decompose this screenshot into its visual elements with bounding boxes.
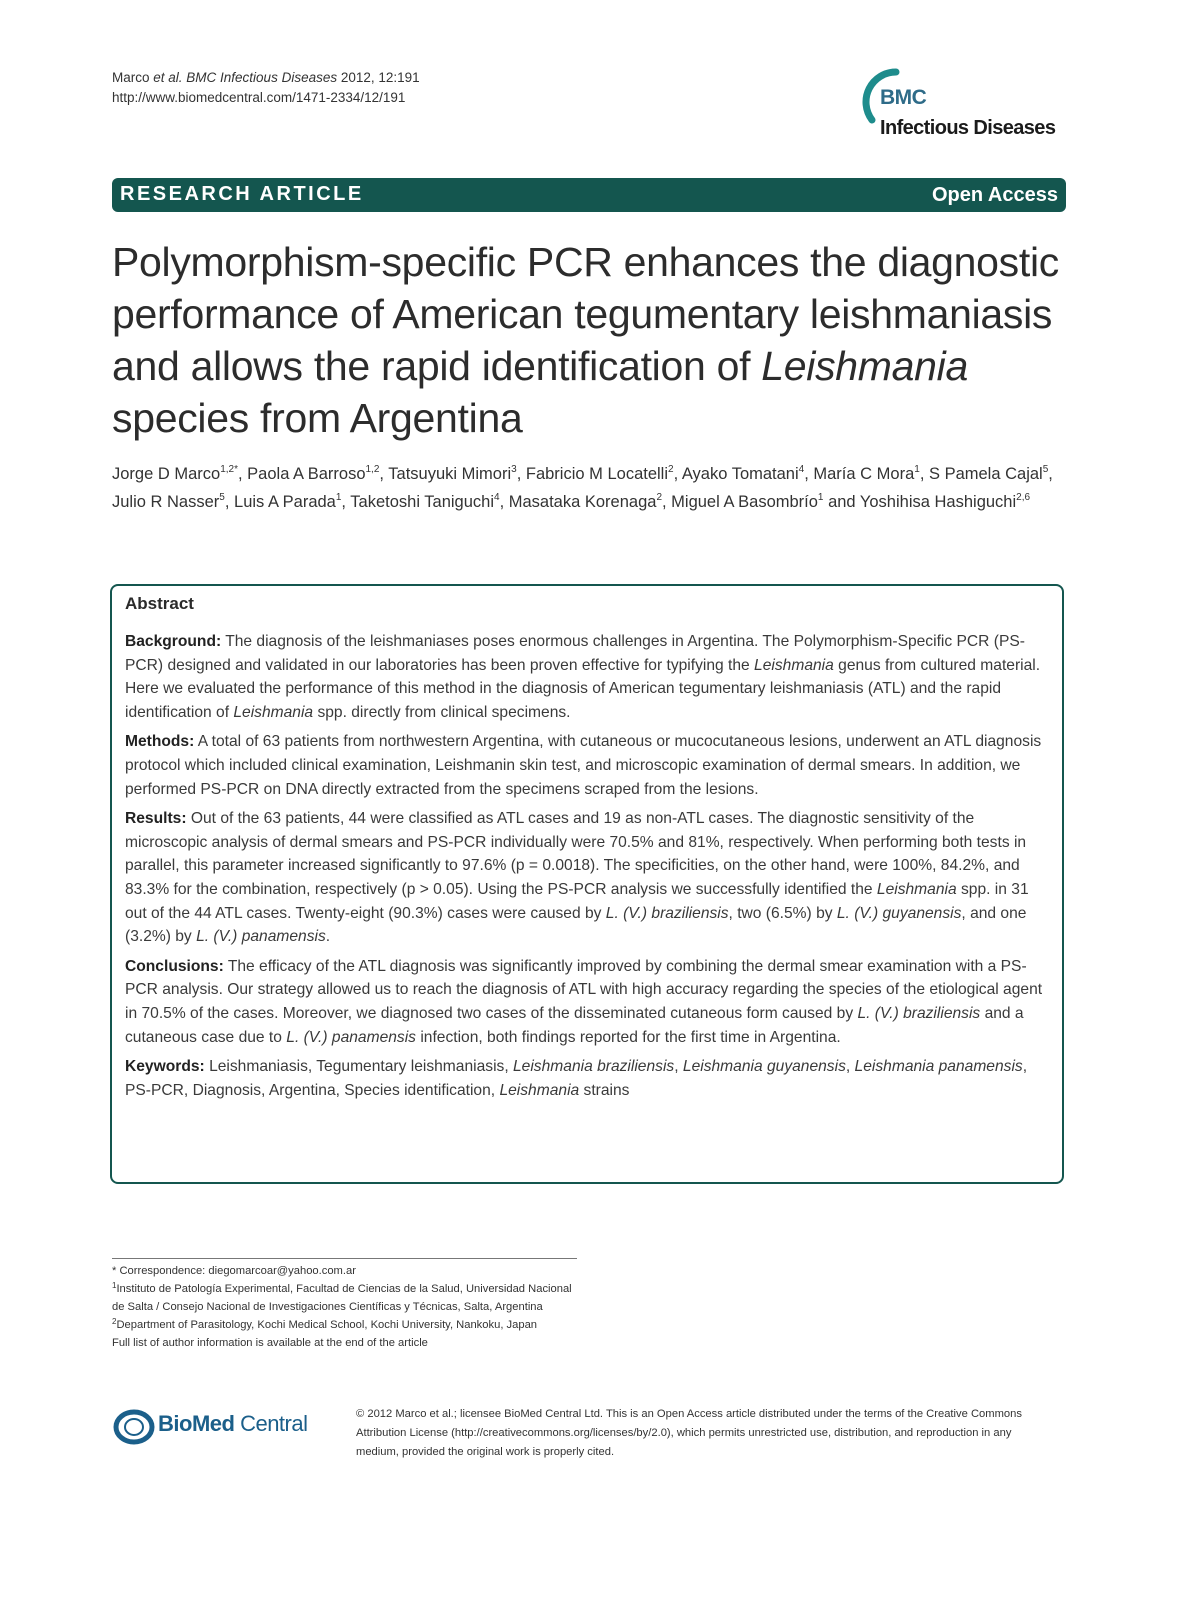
abstract-keywords: [125, 1055, 1045, 1102]
footnotes: [112, 1262, 582, 1352]
methods-label: Methods:: [125, 733, 195, 751]
bmc-logo-journal-name: Infectious Diseases: [880, 117, 1056, 139]
results-italic: L. (V.) guyanensis: [836, 904, 962, 922]
author-name: Ayako Tomatani: [681, 465, 799, 483]
license-statement: © 2012 Marco et al.; licensee BioMed Central Ltd. This is an Open Access article distributed under the terms of the Creative Commons Attribution License (http://creativecommons.org/licenses/by/2.0), which permits unrestricted use, distribution, and reproduction in any medium, provided the original work is properly cited.: [356, 1408, 1022, 1458]
conclusions-text: The efficacy of the ATL diagnosis was significantly improved by combining the dermal smear examination with a PS-PCR analysis. Our strategy allowed us to reach the diagnosis of ATL with high accuracy regarding the species of the etiological agent in 70.5% of the cases. Moreover, we diagnosed two cases of the disseminated cutaneous form caused by: [125, 957, 1043, 1022]
conclusions-text: infection, both findings reported for the first time in Argentina.: [415, 1028, 841, 1046]
biomed-central-logo-icon: [112, 1407, 156, 1447]
title-italic-genus: Leishmania: [761, 343, 968, 389]
conclusions-italic: L. (V.) panamensis: [286, 1028, 416, 1046]
author-affiliation-number: 2: [656, 492, 662, 503]
results-label: Results:: [125, 810, 187, 828]
abstract-results: [125, 807, 1045, 949]
author-affiliation-number: 2: [668, 464, 674, 475]
citation-volume: 2012, 12:191: [337, 70, 420, 85]
author-name: María C Mora: [813, 465, 915, 483]
title-text: Polymorphism-specific PCR enhances the diagnostic performance of American tegumentary leishmaniasis and allows the rapid identification of: [112, 239, 1059, 389]
background-italic: Leishmania: [754, 656, 834, 674]
results-italic: L. (V.) braziliensis: [605, 904, 729, 922]
citation-line: [112, 68, 420, 88]
author-name: Paola A Barroso: [247, 465, 366, 483]
author-info-note: Full list of author information is available at the end of the article: [112, 1337, 428, 1349]
article-title: [112, 236, 1082, 444]
author-affiliation-number: 1: [817, 492, 824, 503]
affiliation-number: 2: [112, 1317, 117, 1326]
results-italic: Leishmania: [876, 880, 957, 898]
author-affiliation-number: 5: [219, 492, 225, 503]
author-affiliation-number: 4: [798, 464, 805, 475]
keywords-text: ,: [845, 1058, 855, 1076]
keywords-italic: Leishmania guyanensis: [682, 1058, 846, 1076]
footnote-divider: [112, 1258, 577, 1259]
keywords-text: Leishmaniasis, Tegumentary leishmaniasis,: [204, 1058, 513, 1076]
author-affiliation-number: 1: [914, 464, 920, 475]
author-affiliation-number: 3: [511, 464, 517, 475]
abstract-content: [125, 592, 1045, 1108]
author-name: Julio R Nasser: [112, 493, 220, 511]
bmc-logo-brand: BMC: [880, 86, 927, 109]
author-name: Yoshihisa Hashiguchi: [859, 493, 1017, 511]
author-name: Jorge D Marco: [112, 465, 221, 483]
abstract-heading: Abstract: [125, 594, 194, 613]
citation-header: [112, 68, 420, 108]
keywords-label: Keywords:: [125, 1058, 205, 1076]
methods-text: A total of 63 patients from northwestern Argentina, with cutaneous or mucocutaneous lesions, underwent an ATL diagnosis protocol which included clinical examination, Leishmanin skin test, and microscopic examination of dermal smears. In addition, we performed PS-PCR on DNA directly extracted from the specimens scraped from the lesions.: [125, 733, 1042, 798]
author-name: Luis A Parada: [234, 493, 336, 511]
keywords-italic: Leishmania: [499, 1081, 580, 1099]
author-name: Miguel A Basombrío: [671, 493, 818, 511]
results-italic: L. (V.) panamensis: [196, 928, 326, 946]
author-affiliation-number: 2,6: [1016, 492, 1031, 503]
affiliation-text: Department of Parasitology, Kochi Medical School, Kochi University, Nankoku, Japan: [116, 1319, 538, 1331]
author-name: S Pamela Cajal: [928, 465, 1043, 483]
author-name: Tatsuyuki Mimori: [388, 465, 512, 483]
keywords-text: strains: [579, 1081, 630, 1099]
title-text-end: species from Argentina: [112, 395, 523, 441]
background-text: The diagnosis of the leishmaniases poses enormous challenges in Argentina. The Polymorphism-Specific PCR (PS-PCR) designed and validated in our laboratories has been proven effective for typifying the: [125, 633, 1025, 674]
keywords-italic: Leishmania braziliensis: [513, 1058, 675, 1076]
background-label: Background:: [125, 633, 222, 650]
keywords-text: , PS-PCR, Diagnosis, Argentina, Species identification,: [125, 1058, 1028, 1099]
citation-journal: et al. BMC Infectious Diseases: [153, 70, 338, 85]
conclusions-label: Conclusions:: [125, 957, 224, 975]
background-text: spp. directly from clinical specimens.: [313, 703, 571, 721]
results-text: spp. in 31 out of the 44 ATL cases. Twenty-eight (90.3%) cases were caused by: [125, 880, 1029, 922]
affiliation-text: Instituto de Patología Experimental, Facultad de Ciencias de la Salud, Universidad Nacional de Salta / Consejo Nacional de Investigaciones Científicas y Técnicas, Salta, Argentina: [112, 1283, 572, 1313]
author-list: Jorge D Marco$^{1,2*}$, Paola A Barroso$^{1,2}$, Tatsuyuki Mimori$^3$, Fabricio M Locatelli$^2$, Ayako Tomatani$^4$, María C Mora$^1$, S Pamela Cajal$^5$, Julio R Nasser$^5$, Luis A Parada$^1$, Taketoshi Taniguchi$^4$, Masataka Korenaga$^2$, Miguel A Basombrío$^1$ and Yoshihisa Hashiguchi$^{2,6}$: [112, 464, 1053, 511]
keywords-text: ,: [674, 1058, 683, 1076]
open-access-label: Open Access: [932, 184, 1058, 206]
biomed-logo-regular: Central: [234, 1411, 308, 1436]
conclusions-italic: L. (V.) braziliensis: [857, 1004, 981, 1022]
author-affiliation-number: 4: [494, 492, 500, 503]
citation-authors: Marco: [112, 70, 154, 85]
article-url[interactable]: http://www.biomedcentral.com/1471-2334/12/191: [112, 90, 406, 105]
affiliation-2: [112, 1316, 582, 1334]
author-affiliation-number: 1: [335, 492, 342, 503]
author-affiliation-number: 1,2: [365, 464, 380, 475]
abstract-conclusions: [125, 955, 1045, 1049]
results-text: Out of the 63 patients, 44 were classified as ATL cases and 19 as non-ATL cases. The diagnostic sensitivity of the microscopic analysis of dermal smears and PS-PCR individually were 70.5% and 81%, respectively. When performing both tests in parallel, this parameter increased significantly to 97.6% (p = 0.0018). The specificities, on the other hand, were 100%, 84.2%, and 83.3% for the combination, respectively (p > 0.05). Using the PS-PCR analysis we successfully identified the: [125, 810, 1027, 898]
biomed-central-logo-text: [158, 1411, 308, 1437]
author-affiliation-number: 5: [1042, 464, 1049, 475]
article-type-label: RESEARCH ARTICLE: [120, 183, 364, 205]
biomed-logo-bold: BioMed: [158, 1411, 235, 1436]
author-name: Masataka Korenaga: [508, 493, 657, 511]
results-text: .: [325, 928, 331, 946]
results-text: , two (6.5%) by: [728, 904, 837, 922]
author-name: Taketoshi Taniguchi: [350, 493, 495, 511]
author-name: Fabricio M Locatelli: [525, 465, 669, 483]
author-affiliation-number: 1,2*: [220, 464, 238, 475]
abstract-background: [125, 630, 1045, 724]
affiliation-1: [112, 1280, 582, 1316]
conclusions-text: and a cutaneous case due to: [125, 1004, 1024, 1046]
affiliation-number: 1: [112, 1281, 117, 1290]
correspondence-note: * Correspondence: diegomarcoar@yahoo.com.ar: [112, 1265, 356, 1277]
abstract-methods: [125, 730, 1045, 801]
results-text: , and one (3.2%) by: [125, 904, 1027, 946]
background-text: genus from cultured material. Here we evaluated the performance of this method in the diagnosis of American tegumentary leishmaniasis (ATL) and the rapid identification of: [125, 656, 1041, 721]
keywords-italic: Leishmania panamensis: [854, 1058, 1023, 1076]
background-italic: Leishmania: [233, 703, 314, 721]
